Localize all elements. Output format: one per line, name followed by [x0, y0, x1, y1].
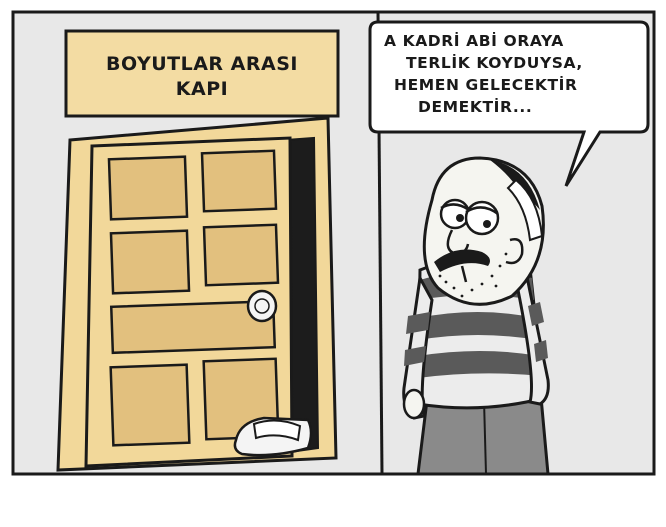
- door-knob-icon: [248, 291, 276, 321]
- speech-line-2: TERLİK KOYDUYSA,: [406, 54, 583, 72]
- speech-line-3: HEMEN GELECEKTİR: [394, 76, 578, 94]
- sign-line-2: KAPI: [175, 78, 229, 100]
- sign-text: [66, 38, 338, 116]
- speech-line-1: A KADRİ ABİ ORAYA: [384, 32, 564, 50]
- speech-line-4: DEMEKTİR...: [418, 98, 533, 116]
- slipper-icon: [235, 418, 311, 455]
- sign-line-1: BOYUTLAR ARASI: [106, 53, 298, 75]
- speech-text: [372, 30, 634, 118]
